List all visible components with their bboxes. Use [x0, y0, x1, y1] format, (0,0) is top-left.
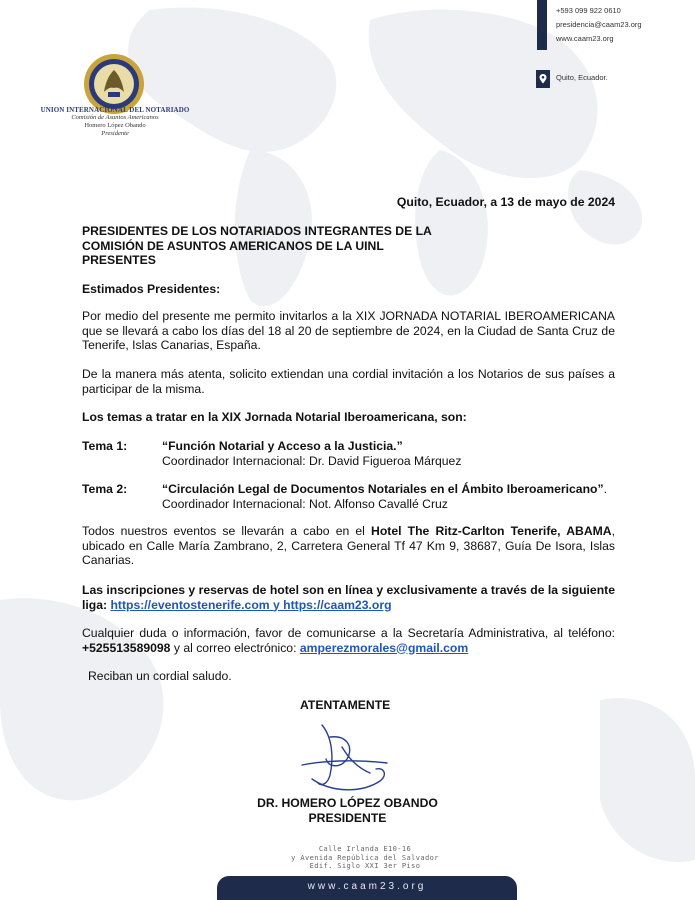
closing-greeting: Reciban un cordial saludo.	[88, 669, 232, 683]
venue-hotel: Hotel The Ritz-Carlton Tenerife, ABAMA	[371, 524, 612, 538]
contact-accent-bar	[537, 0, 547, 50]
venue-address: , ubicado en Calle María Zambrano, 2, Carretera General Tf 47 Km 9, 38687, Guía De Isora, Islas Canarias.	[82, 524, 615, 567]
registration-link[interactable]: https://eventostenerife.com y https://caam23.org	[110, 597, 392, 612]
paragraph-invitation: Por medio del presente me permito invitarlos a la XIX JORNADA NOTARIAL IBEROAMERICANA que se llevará a cabo los días del 18 al 20 de septiembre de 2024, en la Ciudad de Santa Cruz de Tenerife, Islas Canarias, España.	[82, 309, 615, 352]
topic-2-coordinator: Coordinador Internacional: Not. Alfonso Cavallé Cruz	[162, 496, 448, 511]
president-title: Presidente	[101, 130, 129, 137]
sign-off: ATENTAMENTE	[300, 698, 391, 712]
org-name: UNION INTERNACIONAL DEL NOTARIADO	[40, 106, 190, 114]
commission-name: Comisión de Asuntos Americanos	[71, 114, 159, 121]
contact-intro: Cualquier duda o información, favor de comunicarse a la Secretaría Administrativa, al teléfono:	[82, 626, 615, 640]
address-line: Calle Irlanda E10-16	[318, 845, 412, 853]
contact-location: Quito, Ecuador.	[556, 73, 608, 82]
topics-heading: Los temas a tratar en la XIX Jornada Notarial Iberoamericana, son:	[82, 410, 467, 424]
topic-1-label: Tema 1:	[82, 439, 128, 453]
recipient-line: PRESIDENTES DE LOS NOTARIADOS INTEGRANTES DE LA	[82, 224, 432, 238]
paragraph-venue	[82, 524, 615, 568]
recipient-line: PRESENTES	[82, 253, 156, 267]
contact-website[interactable]: www.caam23.org	[556, 34, 614, 43]
footer-address	[250, 845, 480, 871]
contact-phone: +593 099 922 0610	[556, 6, 621, 15]
contact-email[interactable]: presidencia@caam23.org	[556, 20, 642, 29]
footer-website[interactable]: www.caam23.org	[307, 881, 427, 892]
contact-phone-number: +525513589098	[82, 640, 171, 655]
address-line: y Avenida República del Salvador	[291, 853, 439, 862]
paragraph-request: De la manera más atenta, solicito extiendan una cordial invitación a los Notarios de sus países a participar de la misma.	[82, 367, 615, 396]
contact-info	[556, 4, 642, 46]
paragraph-contact	[82, 626, 615, 655]
topic-1	[162, 439, 622, 468]
recipients	[82, 224, 582, 268]
president-name: Homero López Obando	[84, 122, 146, 129]
topic-1-title: “Función Notarial y Acceso a la Justicia.”	[162, 439, 403, 453]
address-line: Edif. Siglo XXI 3er Piso	[309, 862, 421, 870]
letter-date: Quito, Ecuador, a 13 de mayo de 2024	[396, 195, 615, 209]
handwritten-signature	[292, 717, 402, 797]
signer-block	[255, 796, 440, 825]
contact-mid: y al correo electrónico:	[170, 640, 300, 655]
topic-2	[162, 482, 622, 511]
topic-2-label: Tema 2:	[82, 482, 128, 496]
contact-email-link[interactable]: amperezmorales@gmail.com	[299, 640, 469, 655]
venue-intro: Todos nuestros eventos se llevarán a cabo en el	[82, 524, 372, 538]
signer-name: DR. HOMERO LÓPEZ OBANDO	[257, 796, 438, 810]
topic-1-coordinator: Coordinador Internacional: Dr. David Figueroa Márquez	[162, 453, 462, 468]
topic-2-title-suffix: .	[603, 482, 607, 496]
registration-text: Las inscripciones y reservas de hotel son en línea y exclusivamente a través de la siguiente liga:	[82, 583, 615, 612]
paragraph-registration	[82, 583, 615, 612]
org-identity	[40, 106, 190, 138]
recipient-line: COMISIÓN DE ASUNTOS AMERICANOS DE LA UINL	[82, 238, 384, 253]
salutation: Estimados Presidentes:	[82, 282, 221, 296]
location-pin-icon	[536, 70, 550, 88]
signer-title: PRESIDENTE	[308, 810, 387, 825]
topic-2-title: “Circulación Legal de Documentos Notariales en el Ámbito Iberoamericano”	[162, 482, 604, 496]
